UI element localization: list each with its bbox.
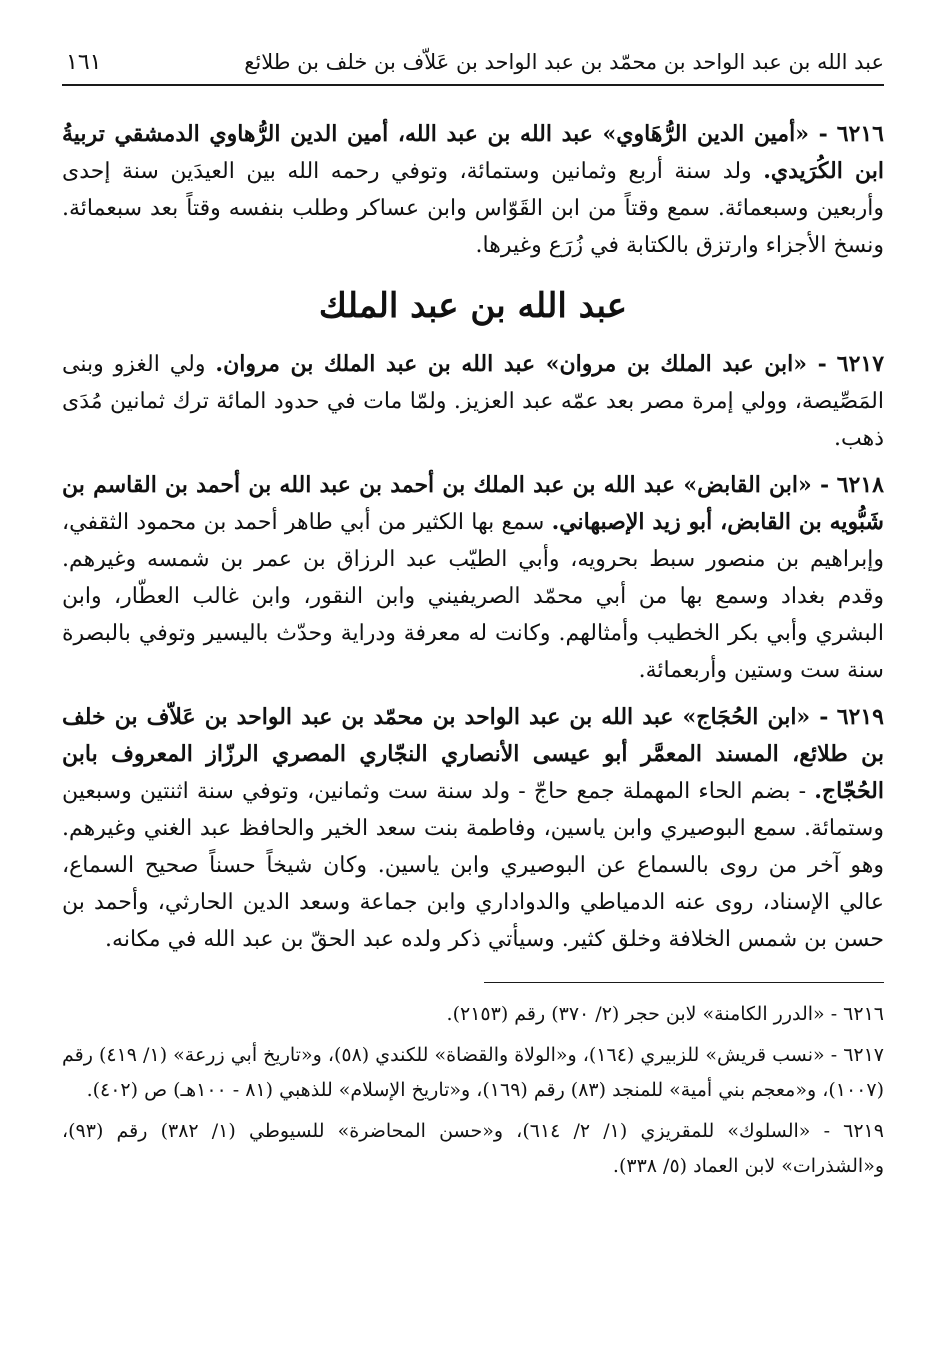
entry-number: ٦٢١٦ [836, 121, 884, 147]
entry-body: ولي الغزو وبنى المَصِّيصة، وولي إمرة مصر بعد عمّه عبد العزيز. ولمّا مات في حدود المائة ترك ثمانين مُدَى ذهب. [62, 352, 884, 451]
entry-lead: «أمين الدين الرُّهَاوي» عبد الله بن عبد الله، أمين الدين الرُّهاوي الدمشقي تربيةُ ابن الكُرَيدي. [62, 121, 884, 184]
footnote: ٦٢١٧ - «نسب قريش» للزبيري (١٦٤)، و«الولاة والقضاة» للكندي (٥٨)، و«تاريخ أبي زرعة» (١/ ٤١٩) رقم (١٠٠٧)، و«معجم بني أمية» للمنجد (٨٣) رقم (١٦٩)، و«تاريخ الإسلام» للذهبي (٨١ - ١٠٠هـ) ص (٤٠٢). [62, 1044, 885, 1101]
book-page [62, 40, 884, 1190]
page-number: ١٦١ [66, 50, 102, 75]
entry-number: ٦٢١٧ [836, 351, 885, 377]
entry-number: ٦٢١٨ [836, 472, 884, 498]
footnote-separator [484, 982, 884, 983]
entry-6218: ٦٢١٨ - «ابن القابض» عبد الله بن عبد الملك بن أحمد بن عبد الله بن أحمد بن القاسم بن شَبُّويه بن القابض، أبو زيد الإصبهاني. سمع بها الكثير من أبي طاهر أحمد بن محمود الثقفي، وإبراهيم بن منصور سبط بحرويه، وأبي الطيّب عبد الرزاق بن عمر بن شمسه وغيرهم. وقدم بغداد وسمع بها من أبي محمّد الصريفيني وابن النقور، وابن غالب العطّار، وابن البشري وأبي بكر الخطيب وأمثالهم. وكانت له معرفة ودراية وحدّث باليسير وتوفي بالبصرة سنة ست وستين وأربعمائة. [62, 472, 884, 683]
running-title: عبد الله بن عبد الواحد بن محمّد بن عبد الواحد بن عَلاّف بن خلف بن طلائع [244, 50, 884, 74]
entry-lead: «ابن القابض» عبد الله بن عبد الملك بن أحمد بن عبد الله بن أحمد بن القاسم بن شَبُّويه بن القابض، أبو زيد الإصبهاني. [62, 472, 884, 535]
entry-6219: ٦٢١٩ - «ابن الحُجَاج» عبد الله بن عبد الواحد بن محمّد بن عبد الواحد بن عَلاّف بن خلف بن طلائع، المسند المعمَّر أبو عيسى الأنصاري النجّاري المصري الرزّاز المعروف بابن الحُجّاج. - بضم الحاء المهملة جمع حاجّ - ولد سنة ست وثمانين، وتوفي سنة اثنتين وسبعين وستمائة. سمع البوصيري وابن ياسين، وفاطمة بنت سعد الخير والحافظ عبد الغني وغيرهم. وهو آخر من روى بالسماع عن البوصيري وابن ياسين. وكان شيخاً حسناً صحيح السماع، عالي الإسناد، روى عنه الدمياطي والدواداري وابن جماعة وسعد الدين الحارثي، وأحمد بن حسن بن شمس الخلافة وخلق كثير. وسيأتي ذكر ولده عبد الحقّ بن عبد الله في مكانه. [62, 704, 884, 952]
entry-lead: «ابن عبد الملك بن مروان» عبد الله بن عبد الملك بن مروان. [215, 351, 808, 377]
running-header [62, 40, 884, 86]
entry-body: سمع بها الكثير من أبي طاهر أحمد بن محمود الثقفي، وإبراهيم بن منصور سبط بحرويه، وأبي الطيّب عبد الرزاق بن عمر بن شمسه وغيرهم. وقدم بغداد وسمع بها من أبي محمّد الصريفيني وابن النقور، وابن غالب العطّار، وابن البشري وأبي بكر الخطيب وأمثالهم. وكانت له معرفة ودراية وحدّث باليسير وتوفي بالبصرة سنة ست وستين وأربعمائة. [62, 510, 884, 683]
section-heading: عبد الله بن عبد الملك [318, 286, 628, 326]
entry-number: ٦٢١٩ [836, 704, 884, 730]
footnote: ٦٢١٩ - «السلوك» للمقريزي (١/ ٢/ ٦١٤)، و«حسن المحاضرة» للسيوطي (١/ ٣٨٢) رقم (٩٣)، و«الشذرات» لابن العماد (٥/ ٣٣٨). [62, 1120, 884, 1177]
entry-body: - بضم الحاء المهملة جمع حاجّ - ولد سنة ست وثمانين، وتوفي سنة اثنتين وسبعين وستمائة. سمع البوصيري وابن ياسين، وفاطمة بنت سعد الخير والحافظ عبد الغني وغيرهم. وهو آخر من روى بالسماع عن البوصيري وابن ياسين. وكان شيخاً حسناً صحيح السماع، عالي الإسناد، روى عنه الدمياطي والدواداري وابن جماعة وسعد الدين الحارثي، وأحمد بن حسن بن شمس الخلافة وخلق كثير. وسيأتي ذكر ولده عبد الحقّ بن عبد الله في مكانه. [62, 779, 884, 952]
entry-lead: «ابن الحُجَاج» عبد الله بن عبد الواحد بن محمّد بن عبد الواحد بن عَلاّف بن خلف بن طلائع، المسند المعمَّر أبو عيسى الأنصاري النجّاري المصري الرزّاز المعروف بابن الحُجّاج. [62, 704, 884, 804]
entry-body: ولد سنة أربع وثمانين وستمائة، وتوفي رحمه الله بين العيدَين سنة إحدى وأربعين وسبعمائة. سمع وقتاً من ابن القَوّاس وابن عساكر وطلب بنفسه وقتاً بعد سبعمائة. ونسخ الأجزاء وارتزق بالكتابة في زُرَع وغيرها. [62, 159, 884, 258]
entry-6216: ٦٢١٦ - «أمين الدين الرُّهَاوي» عبد الله بن عبد الله، أمين الدين الرُّهاوي الدمشقي تربيةُ ابن الكُرَيدي. ولد سنة أربع وثمانين وستمائة، وتوفي رحمه الله بين العيدَين سنة إحدى وأربعين وسبعمائة. سمع وقتاً من ابن القَوّاس وابن عساكر وطلب بنفسه وقتاً بعد سبعمائة. ونسخ الأجزاء وارتزق بالكتابة في زُرَع وغيرها. [62, 121, 884, 258]
footnote: ٦٢١٦ - «الدرر الكامنة» لابن حجر (٢/ ٣٧٠) رقم (٢١٥٣). [446, 1003, 884, 1025]
entry-6217: ٦٢١٧ - «ابن عبد الملك بن مروان» عبد الله بن عبد الملك بن مروان. ولي الغزو وبنى المَصِّيصة، وولي إمرة مصر بعد عمّه عبد العزيز. ولمّا مات في حدود المائة ترك ثمانين مُدَى ذهب. [62, 351, 885, 451]
